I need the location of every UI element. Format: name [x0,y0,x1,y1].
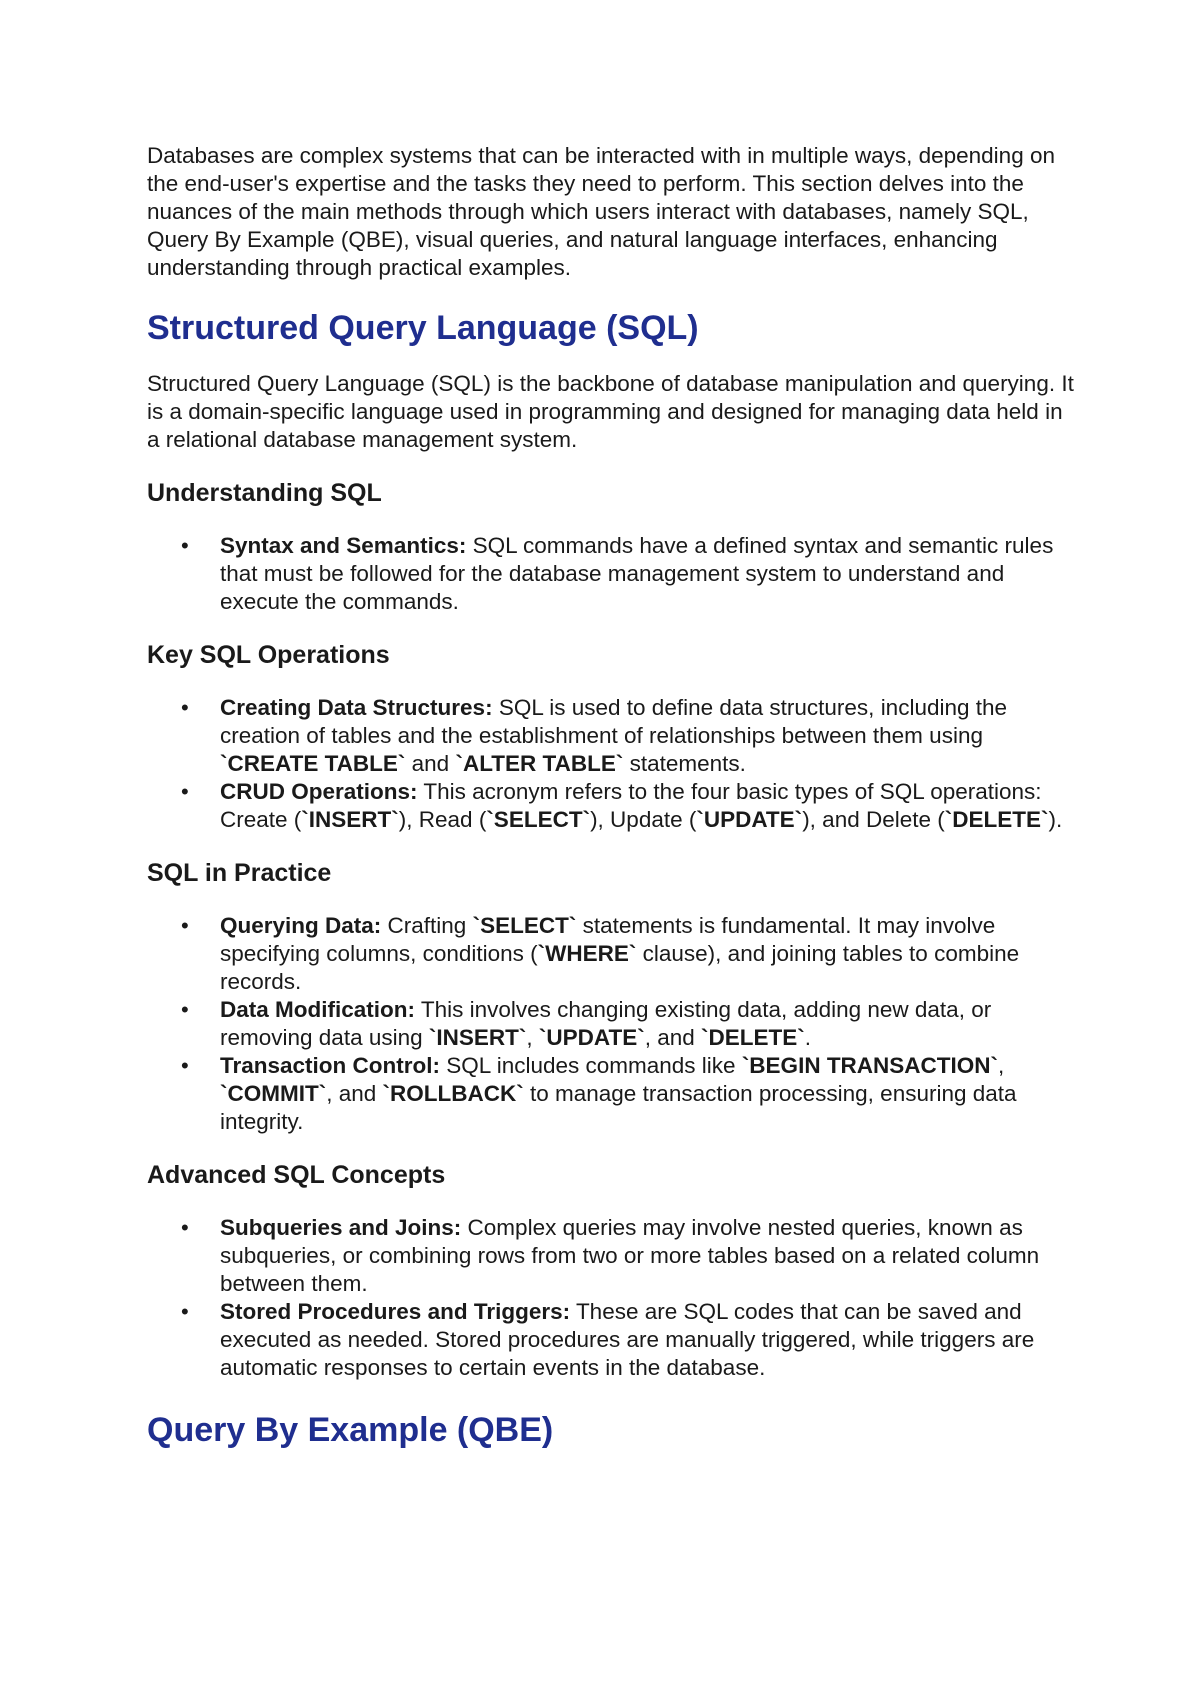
code-keyword: `CREATE TABLE` [220,751,406,776]
bullet-icon: • [181,997,189,1022]
item-text: SQL is used to define data structures, including the creation of tables and the establishment of relationships between them using [220,695,1008,748]
code-keyword: `UPDATE` [696,807,803,832]
bullet-icon: • [181,533,189,558]
code-keyword: `ROLLBACK` [382,1081,524,1106]
code-keyword: `UPDATE` [538,1025,645,1050]
qbe-section-title: Query By Example (QBE) [147,1411,554,1449]
item-text: Complex queries may involve nested queries, known as subqueries, or combining rows from two or more tables based on a related column between them. [220,1215,1040,1296]
item-label: Transaction Control: [220,1053,441,1078]
list-item [147,996,1077,1052]
intro-paragraph: Databases are complex systems that can be interacted with in multiple ways, depending on the end-user's expertise and the tasks they need to perform. This section delves into the nuances of the main methods through which users interact with databases, namely SQL, Query By Example (QBE), visual queries, and natural language interfaces, enhancing understanding through practical examples. [147,143,1055,280]
item-label: CRUD Operations: [220,779,418,804]
code-keyword: `COMMIT` [220,1081,327,1106]
item-text: SQL includes commands like [440,1053,742,1078]
code-keyword: `DELETE` [701,1025,805,1050]
bullet-icon: • [181,1215,189,1240]
document-body [147,142,1077,1450]
item-label: Creating Data Structures: [220,695,493,720]
item-text: ), and Delete ( [802,807,945,832]
item-text: SQL commands have a defined syntax and semantic rules that must be followed for the database management system to understand and execute the commands. [220,533,1054,614]
understanding-sql-heading: Understanding SQL [147,479,382,507]
key-sql-operations-heading: Key SQL Operations [147,641,390,669]
bullet-icon: • [181,913,189,938]
understanding-sql-list [147,532,1077,616]
item-text: statements is fundamental. It may involve specifying columns, conditions ( [220,913,996,966]
advanced-sql-concepts-heading: Advanced SQL Concepts [147,1161,446,1189]
item-text: , [526,1025,539,1050]
code-keyword: `INSERT` [428,1025,527,1050]
item-label: Subqueries and Joins: [220,1215,462,1240]
item-text: , and [644,1025,702,1050]
item-text: clause), and joining tables to combine records. [220,941,1020,994]
item-text: These are SQL codes that can be saved and executed as needed. Stored procedures are manually triggered, while triggers are automatic responses to certain events in the database. [220,1299,1035,1380]
item-label: Querying Data: [220,913,382,938]
sql-in-practice-heading: SQL in Practice [147,859,332,887]
item-label: Syntax and Semantics: [220,533,467,558]
sql-in-practice-list [147,912,1077,1136]
list-item [147,912,1077,996]
code-keyword: `ALTER TABLE` [455,751,624,776]
code-keyword: `DELETE` [944,807,1049,832]
item-text: , and [326,1081,383,1106]
list-item [147,1298,1077,1382]
item-text: This acronym refers to the four basic types of SQL operations: Create ( [220,779,1042,832]
item-text: statements. [623,751,746,776]
advanced-sql-concepts-list [147,1214,1077,1382]
item-text: to manage transaction processing, ensuring data integrity. [220,1081,1017,1134]
bullet-icon: • [181,1299,189,1324]
sql-section-title: Structured Query Language (SQL) [147,309,699,347]
bullet-icon: • [181,695,189,720]
list-item [147,1052,1077,1136]
code-keyword: `BEGIN TRANSACTION` [741,1053,999,1078]
item-label: Stored Procedures and Triggers: [220,1299,571,1324]
item-text: This involves changing existing data, adding new data, or removing data using [220,997,992,1050]
item-text: . [804,1025,812,1050]
code-keyword: `SELECT` [472,913,577,938]
code-keyword: `SELECT` [486,807,591,832]
list-item [147,1214,1077,1298]
key-sql-operations-list [147,694,1077,834]
item-text: Crafting [381,913,473,938]
item-text: ), Update ( [590,807,697,832]
code-keyword: `INSERT` [301,807,399,832]
item-label: Data Modification: [220,997,415,1022]
list-item [147,778,1077,834]
list-item [147,694,1077,778]
code-keyword: `WHERE` [537,941,637,966]
item-text: , [998,1053,1005,1078]
bullet-icon: • [181,779,189,804]
list-item [147,532,1077,616]
item-text: and [405,751,456,776]
item-text: ). [1048,807,1063,832]
item-text: ), Read ( [398,807,487,832]
sql-intro-paragraph: Structured Query Language (SQL) is the backbone of database manipulation and querying. It is a domain-specific language used in programming and designed for managing data held in a relational database management system. [147,371,1074,452]
bullet-icon: • [181,1053,189,1078]
